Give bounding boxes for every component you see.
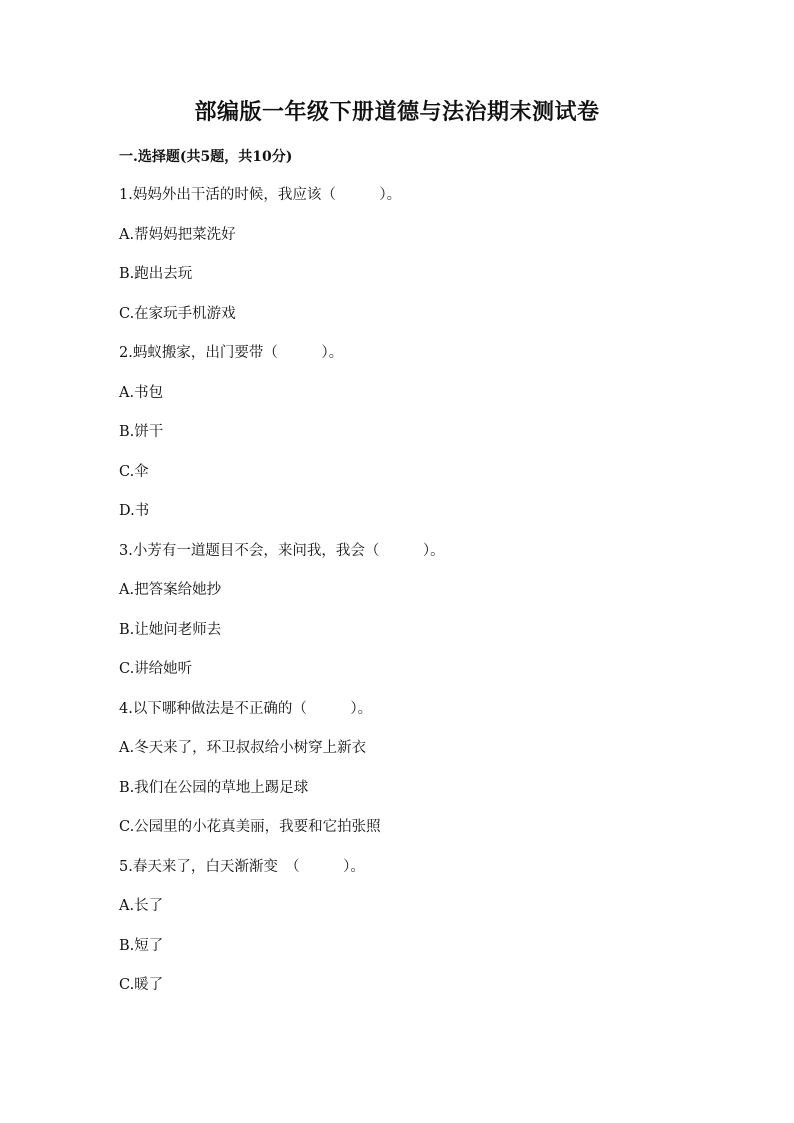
question-list <box>119 185 719 1015</box>
option-4c: C.公园里的小花真美丽，我要和它拍张照 <box>119 819 381 835</box>
option-5a: A.长了 <box>119 898 164 914</box>
option-3a: A.把答案给她抄 <box>119 582 222 598</box>
option-1c: C.在家玩手机游戏 <box>119 305 236 322</box>
question-stem-2: 2.蚂蚁搬家，出门要带（ ）。 <box>119 345 344 361</box>
option-5c: C.暖了 <box>119 977 164 993</box>
option-1a: A.帮妈妈把菜洗好 <box>119 226 236 243</box>
option-5b: B.短了 <box>119 937 164 954</box>
page-title: 部编版一年级下册道德与法治期末测试卷 <box>194 99 600 125</box>
question-stem-1: 1.妈妈外出干活的时候，我应该（ ）。 <box>119 187 402 203</box>
option-4b: B.我们在公园的草地上踢足球 <box>119 779 309 796</box>
question-stem-5: 5.春天来了，白天渐渐变 （ ）。 <box>119 858 365 875</box>
option-3c: C.讲给她听 <box>119 661 193 677</box>
option-3b: B.让她问老师去 <box>119 621 222 638</box>
question-stem-3: 3.小芳有一道题目不会，来问我，我会（ ）。 <box>119 542 445 559</box>
section-heading: 一.选择题(共5题，共10分) <box>119 149 293 165</box>
option-2b: B.饼干 <box>119 424 164 440</box>
option-2d: D.书 <box>119 503 150 519</box>
question-stem-4: 4.以下哪种做法是不正确的（ ）。 <box>119 700 373 717</box>
option-1b: B.跑出去玩 <box>119 266 193 282</box>
option-4a: A.冬天来了，环卫叔叔给小树穿上新衣 <box>119 740 367 756</box>
option-2a: A.书包 <box>119 384 164 401</box>
option-2c: C.伞 <box>119 463 149 480</box>
